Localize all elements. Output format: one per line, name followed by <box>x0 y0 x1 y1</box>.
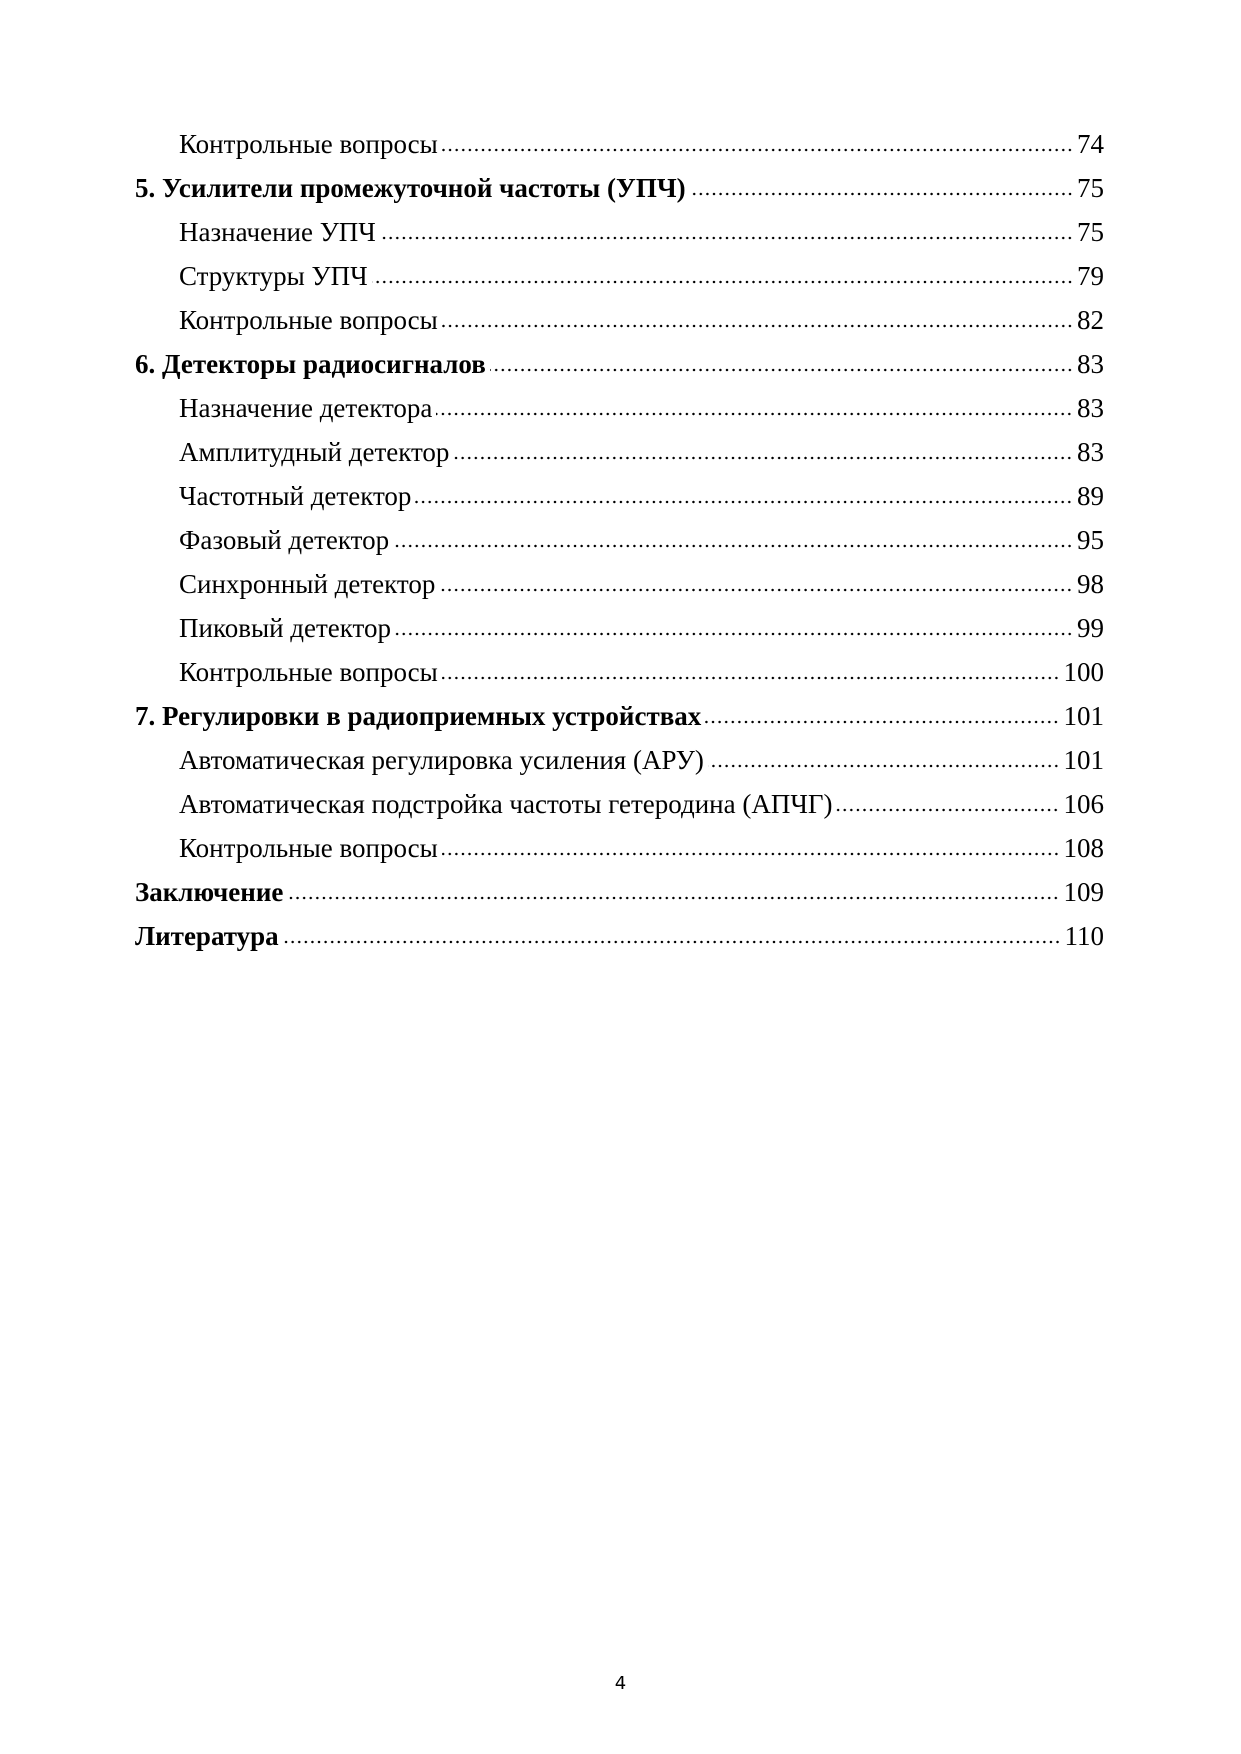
toc-entry-page: 106 <box>1063 789 1104 819</box>
toc-section-entry <box>135 518 1104 562</box>
toc-entry-page: 101 <box>1063 745 1104 775</box>
toc-dot-leader <box>836 807 1059 813</box>
toc-entry-title: Амплитудный детектор <box>179 437 450 467</box>
toc-entry-page: 101 <box>1063 701 1104 731</box>
toc-entry-page: 100 <box>1063 657 1104 687</box>
toc-entry-page: 98 <box>1077 569 1104 599</box>
toc-entry-page: 75 <box>1077 173 1104 203</box>
toc-chapter-entry <box>135 870 1104 914</box>
toc-entry-page: 75 <box>1077 217 1104 247</box>
toc-dot-leader <box>442 675 1060 681</box>
toc-entry-page: 79 <box>1077 261 1104 291</box>
toc-entry-page: 82 <box>1077 305 1104 335</box>
toc-entry-page: 109 <box>1063 877 1104 907</box>
toc-entry-title: Структуры УПЧ <box>179 261 368 291</box>
toc-entry-title: 6. Детекторы радиосигналов <box>135 349 486 379</box>
toc-entry-page: 89 <box>1077 481 1104 511</box>
table-of-contents <box>135 122 1104 958</box>
toc-dot-leader <box>705 719 1059 725</box>
toc-section-entry <box>135 122 1104 166</box>
toc-entry-page: 83 <box>1077 437 1104 467</box>
toc-entry-page: 95 <box>1077 525 1104 555</box>
toc-dot-leader <box>436 411 1073 417</box>
toc-section-entry <box>135 826 1104 870</box>
toc-section-entry <box>135 298 1104 342</box>
toc-section-entry <box>135 210 1104 254</box>
toc-section-entry <box>135 650 1104 694</box>
toc-dot-leader <box>283 939 1061 945</box>
toc-entry-title: 5. Усилители промежуточной частоты (УПЧ) <box>135 173 686 203</box>
toc-dot-leader <box>287 895 1059 901</box>
toc-entry-title: Контрольные вопросы <box>179 129 438 159</box>
toc-dot-leader <box>439 587 1073 593</box>
toc-entry-title: Автоматическая подстройка частоты гетеродина (АПЧГ) <box>179 789 833 819</box>
toc-dot-leader <box>442 851 1060 857</box>
toc-chapter-entry <box>135 166 1104 210</box>
toc-entry-page: 83 <box>1077 393 1104 423</box>
toc-entry-page: 108 <box>1063 833 1104 863</box>
toc-chapter-entry <box>135 342 1104 386</box>
toc-dot-leader <box>490 367 1073 373</box>
toc-entry-title: Автоматическая регулировка усиления (АРУ) <box>179 745 704 775</box>
toc-entry-title: Синхронный детектор <box>179 569 436 599</box>
toc-entry-page: 110 <box>1064 921 1104 951</box>
toc-dot-leader <box>372 279 1073 285</box>
toc-entry-title: Литература <box>135 921 279 951</box>
toc-section-entry <box>135 254 1104 298</box>
toc-entry-page: 99 <box>1077 613 1104 643</box>
toc-dot-leader <box>690 191 1073 197</box>
toc-section-entry <box>135 782 1104 826</box>
toc-dot-leader <box>708 763 1060 769</box>
toc-entry-title: Контрольные вопросы <box>179 833 438 863</box>
toc-dot-leader <box>380 235 1073 241</box>
toc-chapter-entry <box>135 914 1104 958</box>
toc-entry-title: Заключение <box>135 877 284 907</box>
toc-dot-leader <box>415 499 1073 505</box>
page-number: 4 <box>614 1673 627 1694</box>
toc-section-entry <box>135 386 1104 430</box>
toc-section-entry <box>135 738 1104 782</box>
toc-entry-title: Контрольные вопросы <box>179 657 438 687</box>
toc-entry-title: Пиковый детектор <box>179 613 391 643</box>
toc-section-entry <box>135 474 1104 518</box>
toc-dot-leader <box>442 323 1073 329</box>
toc-entry-title: 7. Регулировки в радиоприемных устройствах <box>135 701 702 731</box>
toc-entry-page: 74 <box>1077 129 1104 159</box>
toc-dot-leader <box>395 631 1073 637</box>
toc-entry-title: Частотный детектор <box>179 481 412 511</box>
toc-section-entry <box>135 562 1104 606</box>
toc-dot-leader <box>442 147 1073 153</box>
toc-dot-leader <box>393 543 1073 549</box>
toc-section-entry <box>135 430 1104 474</box>
toc-section-entry <box>135 606 1104 650</box>
toc-entry-title: Фазовый детектор <box>179 525 390 555</box>
toc-entry-title: Назначение детектора <box>179 393 433 423</box>
toc-entry-title: Контрольные вопросы <box>179 305 438 335</box>
toc-dot-leader <box>453 455 1073 461</box>
toc-entry-title: Назначение УПЧ <box>179 217 376 247</box>
toc-entry-page: 83 <box>1077 349 1104 379</box>
toc-chapter-entry <box>135 694 1104 738</box>
